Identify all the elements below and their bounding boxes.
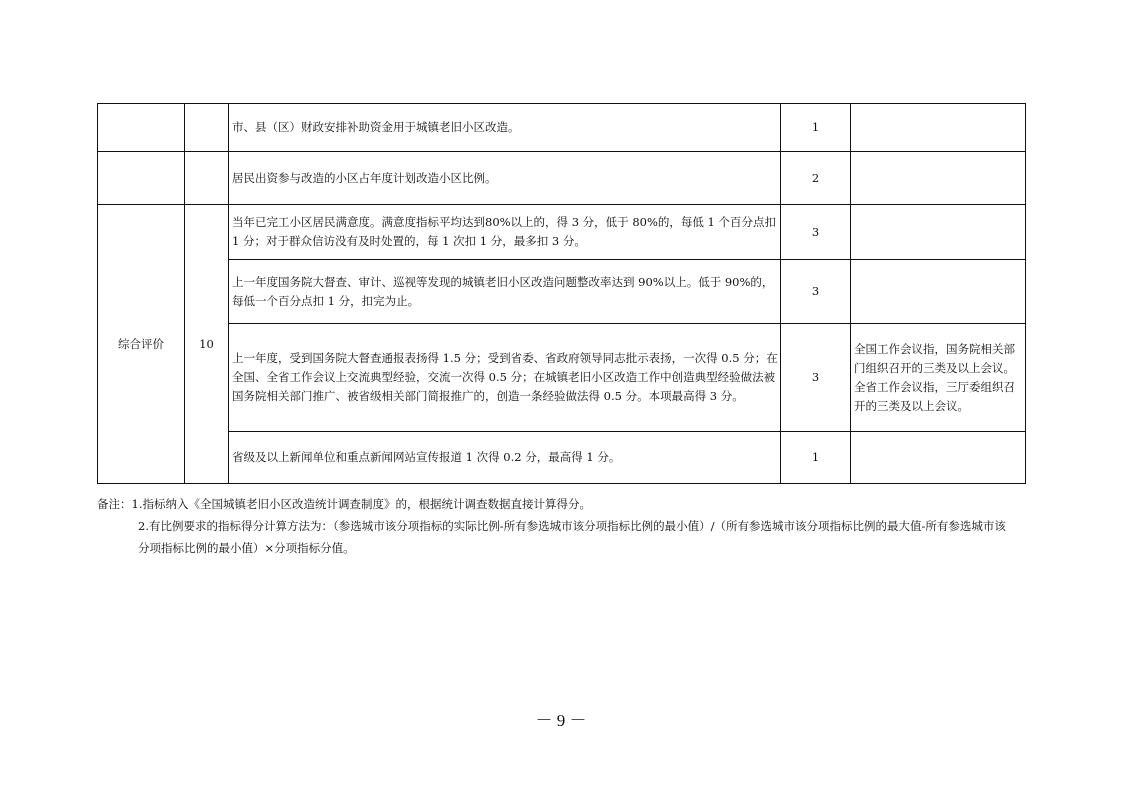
score-cell-empty <box>185 152 229 205</box>
indicator-content: 市、县（区）财政安排补助资金用于城镇老旧小区改造。 <box>229 104 781 152</box>
indicator-note: 全国工作会议指，国务院相关部门组织召开的三类及以上会议。全省工作会议指，三厅委组织召开的三类及以上会议。 <box>851 324 1026 432</box>
table-row <box>98 324 1026 432</box>
indicator-content: 居民出资参与改造的小区占年度计划改造小区比例。 <box>229 152 781 205</box>
indicator-points: 3 <box>781 205 851 260</box>
table-row <box>98 432 1026 484</box>
indicator-note <box>851 205 1026 260</box>
table-row <box>98 152 1026 205</box>
score-cell-empty <box>185 104 229 152</box>
indicator-content: 上一年度，受到国务院大督查通报表扬得 1.5 分；受到省委、省政府领导同志批示表扬，一次得 0.5 分；在全国、全省工作会议上交流典型经验，交流一次得 0.5 分；在城镇老旧小区改造工作中创造典型经验做法被国务院相关部门推广、被省级相关部门简报推广的，创造一条经验做法得 0.5 分。本项最高得 3 分。 <box>229 324 781 432</box>
indicator-note <box>851 104 1026 152</box>
indicator-points: 3 <box>781 324 851 432</box>
evaluation-table <box>97 103 1026 484</box>
indicator-points: 3 <box>781 260 851 324</box>
indicator-content: 省级及以上新闻单位和重点新闻网站宣传报道 1 次得 0.2 分，最高得 1 分。 <box>229 432 781 484</box>
indicator-points: 2 <box>781 152 851 205</box>
table-row <box>98 104 1026 152</box>
table-row <box>98 205 1026 260</box>
indicator-points: 1 <box>781 432 851 484</box>
indicator-content: 上一年度国务院大督查、审计、巡视等发现的城镇老旧小区改造问题整改率达到 90%以上。低于 90%的，每低一个百分点扣 1 分，扣完为止。 <box>229 260 781 324</box>
page-number: － 9 － <box>535 711 587 730</box>
category-cell-empty <box>98 104 185 152</box>
indicator-points: 1 <box>781 104 851 152</box>
remarks <box>97 493 1017 559</box>
remark-line-2: 2.有比例要求的指标得分计算方法为：（参选城市该分项指标的实际比例-所有参选城市该分项指标比例的最小值）/（所有参选城市该分项指标比例的最大值-所有参选城市该分项指标比例的最小值）×分项指标分值。 <box>138 519 1006 555</box>
category-label: 综合评价 <box>98 205 185 484</box>
remark-line-1: 备注：1.指标纳入《全国城镇老旧小区改造统计调查制度》的，根据统计调查数据直接计算得分。 <box>97 497 591 511</box>
category-score: 10 <box>185 205 229 484</box>
table-row <box>98 260 1026 324</box>
indicator-content: 当年已完工小区居民满意度。满意度指标平均达到80%以上的，得 3 分，低于 80%的，每低 1 个百分点扣 1 分；对于群众信访没有及时处置的，每 1 次扣 1 分，最多扣 3 分。 <box>229 205 781 260</box>
indicator-note <box>851 260 1026 324</box>
indicator-note <box>851 152 1026 205</box>
category-cell-empty <box>98 152 185 205</box>
indicator-note <box>851 432 1026 484</box>
